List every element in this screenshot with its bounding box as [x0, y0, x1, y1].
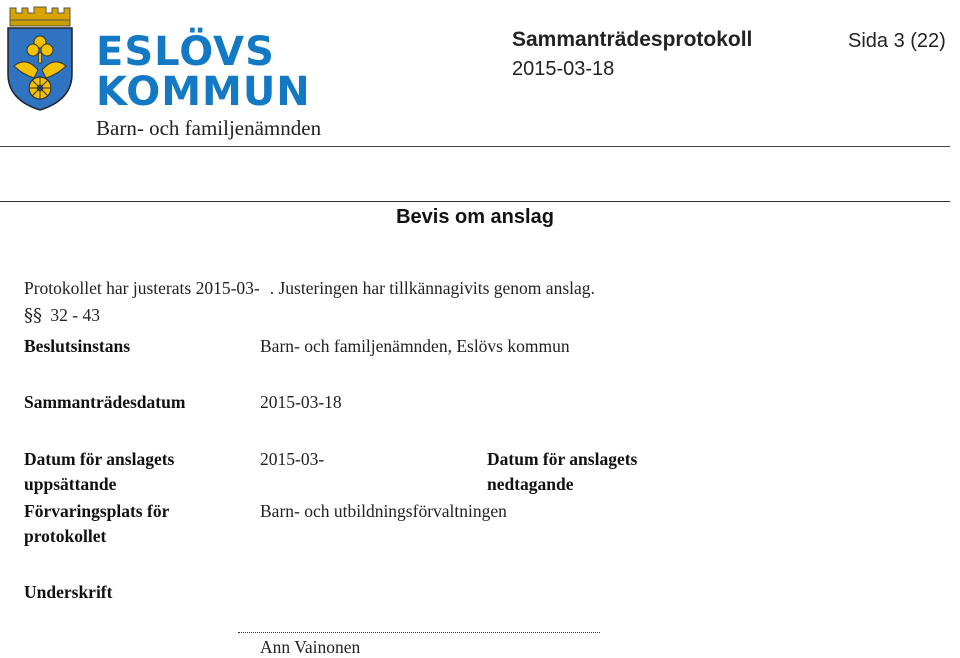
logo-text-kommun: KOMMUN [96, 69, 311, 115]
signature-line [238, 632, 600, 633]
page-indicator: Sida 3 (22) [848, 30, 946, 52]
header-divider [0, 146, 950, 147]
beslutsinstans-value: Barn- och familjenämnden, Eslövs kommun [260, 336, 570, 356]
paragraph-sign: §§ [24, 305, 42, 326]
forvaring-label [24, 499, 169, 549]
uppsattande-value: 2015-03- [260, 449, 325, 469]
logo-text-eslovs: ESLÖVS [96, 29, 275, 75]
forvaring-label-line1: Förvaringsplats för [24, 501, 170, 521]
nedtagande-label-line1: Datum för anslagets [487, 449, 638, 469]
uppsattande-label [24, 447, 174, 497]
paragraph-numbers: 32 - 43 [50, 305, 100, 325]
uppsattande-label-line2: uppsättande [24, 474, 117, 494]
sammantradesdatum-value: 2015-03-18 [260, 392, 342, 412]
nedtagande-label [487, 447, 637, 497]
document-type: Sammanträdesprotokoll [512, 28, 753, 51]
statement-part-2: . Justeringen har tillkännagivits genom anslag. [269, 278, 595, 298]
beslutsinstans-label: Beslutsinstans [24, 336, 131, 356]
adjustment-statement [24, 278, 595, 299]
signatory-name: Ann Vainonen [260, 637, 361, 657]
uppsattande-label-line1: Datum för anslagets [24, 449, 175, 469]
title-divider [0, 201, 950, 202]
page-title: Bevis om anslag [396, 206, 554, 228]
municipal-crest-icon [4, 4, 76, 112]
sammantradesdatum-label: Sammanträdesdatum [24, 392, 186, 412]
committee-name: Barn- och familjenämnden [96, 116, 322, 140]
paragraph-range [24, 305, 100, 326]
meeting-date-header: 2015-03-18 [512, 58, 615, 80]
forvaring-label-line2: protokollet [24, 526, 107, 546]
underskrift-label: Underskrift [24, 582, 113, 602]
nedtagande-label-line2: nedtagande [487, 474, 574, 494]
forvaring-value: Barn- och utbildningsförvaltningen [260, 501, 507, 521]
statement-part-1: Protokollet har justerats 2015-03- [24, 278, 260, 298]
